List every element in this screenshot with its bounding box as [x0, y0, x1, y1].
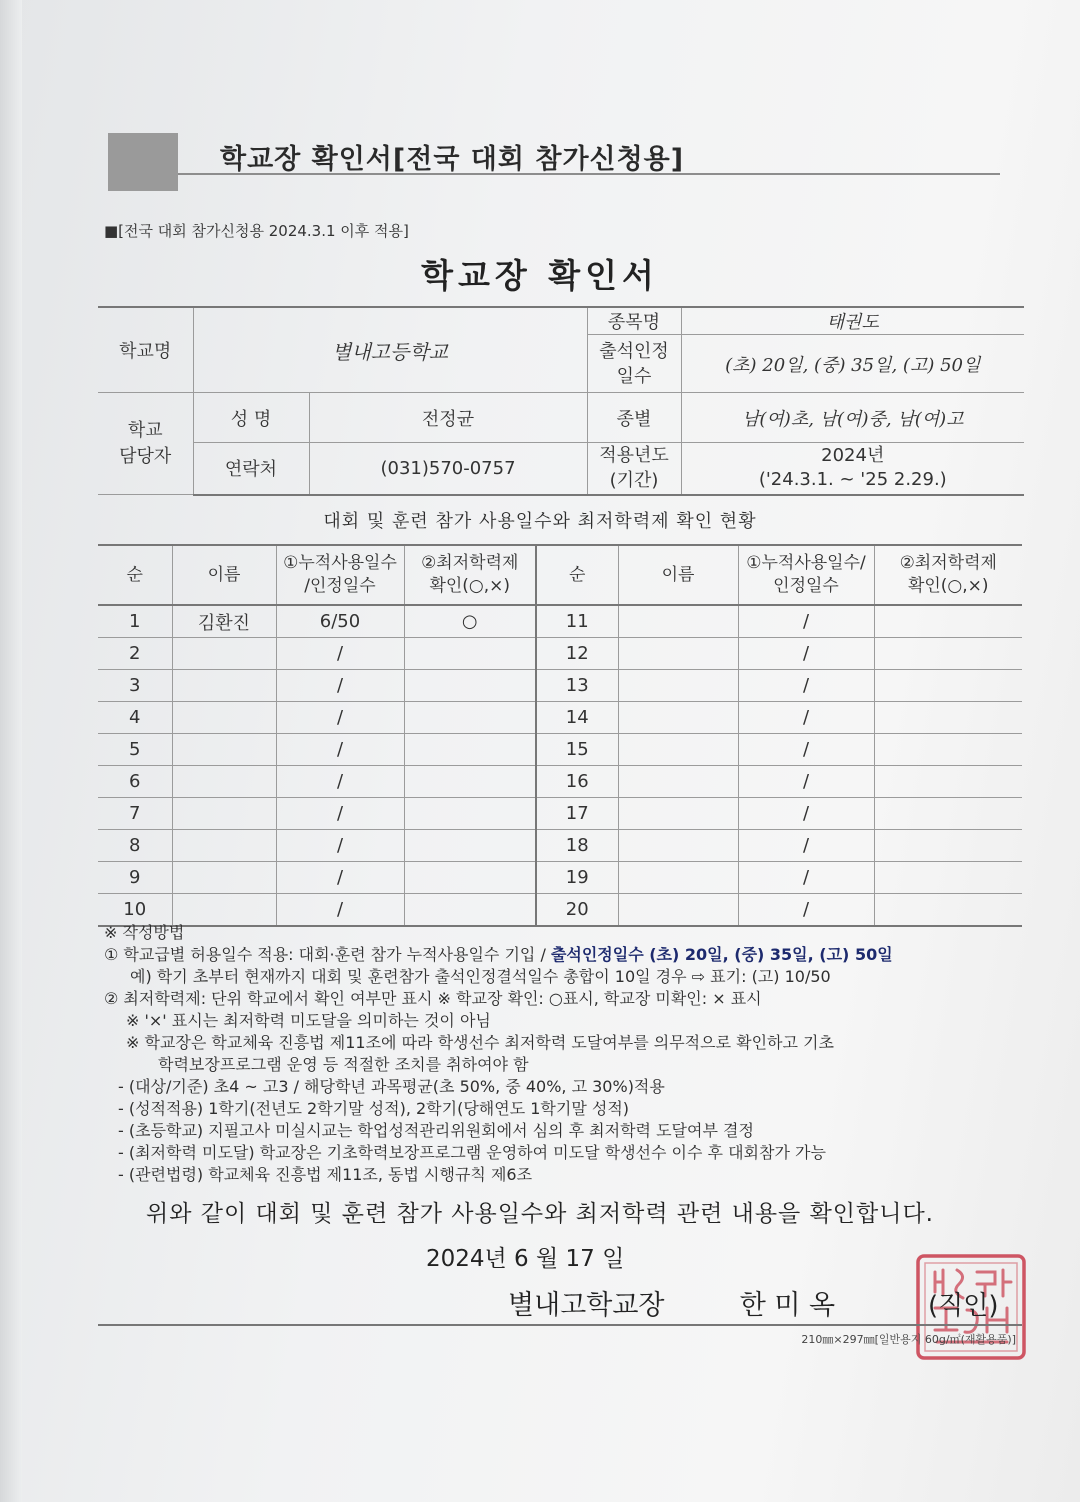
row-min-academic	[404, 734, 536, 766]
instruction-1-text: ① 학교급별 허용일수 적용: 대회·훈련 참가 누적사용일수 기입 /	[104, 945, 551, 964]
row-usage-days: 6/50	[276, 605, 404, 638]
contact-label: 연락처	[193, 443, 309, 495]
footer-rule	[98, 1324, 1022, 1326]
instruction-1-example: 예) 학기 초부터 현재까지 대회 및 훈련참가 출석인정결석일수 총합이 10일 경우 ⇨ 표기: (고) 10/50	[130, 967, 831, 986]
row-name	[172, 830, 276, 862]
row-name-2	[618, 670, 738, 702]
row-order-2: 18	[536, 830, 618, 862]
row-min-academic-2	[874, 798, 1022, 830]
school-name-value: 별내고등학교	[193, 307, 587, 393]
row-usage-days-2: /	[738, 670, 874, 702]
row-min-academic-2	[874, 670, 1022, 702]
col-header-order: 순	[98, 545, 172, 605]
row-name	[172, 638, 276, 670]
school-info-table	[98, 306, 1024, 496]
apply-year-value: 2024년	[821, 445, 885, 467]
row-min-academic	[404, 862, 536, 894]
banner-title: 학교장 확인서[전국 대회 참가신청용]	[220, 144, 685, 175]
row-usage-days-2: /	[738, 702, 874, 734]
row-name-2	[618, 638, 738, 670]
row-min-academic-2	[874, 766, 1022, 798]
instruction-2-note-b: ※ 학교장은 학교체육 진흥법 제11조에 따라 학생선수 최저학력 도달여부를 의무적으로 확인하고 기초	[126, 1033, 834, 1052]
category-value: 남(여)초, 남(여)중, 남(여)고	[681, 393, 1024, 443]
row-min-academic-2	[874, 830, 1022, 862]
banner-grey-block	[108, 133, 178, 191]
sport-label: 종목명	[587, 307, 681, 335]
instruction-2-note-b-cont: 학력보장프로그램 운영 등 적절한 조치를 취하여야 함	[158, 1055, 529, 1074]
row-order: 3	[98, 670, 172, 702]
row-usage-days: /	[276, 862, 404, 894]
signature-line	[508, 1283, 835, 1322]
row-order: 4	[98, 702, 172, 734]
school-name-label: 학교명	[98, 307, 193, 393]
apply-year-cell	[681, 443, 1024, 495]
row-name-2	[618, 702, 738, 734]
table-row	[98, 862, 1022, 894]
principal-school: 별내고학교장	[508, 1290, 665, 1321]
instruction-2: ② 최저학력제: 단위 학교에서 확인 여부만 표시 ※ 학교장 확인: ○표시, 학교장 미확인: × 표시	[104, 989, 762, 1008]
col-header-name: 이름	[172, 545, 276, 605]
manager-name-value: 전정균	[309, 393, 587, 443]
writing-instructions	[104, 922, 893, 1186]
row-min-academic-2	[874, 702, 1022, 734]
document-title: 학교장 확인서	[421, 256, 659, 295]
confirmation-statement: 위와 같이 대회 및 훈련 참가 사용일수와 최저학력 관련 내용을 확인합니다.	[146, 1201, 934, 1227]
row-order-2: 20	[536, 894, 618, 927]
manager-name-label: 성 명	[193, 393, 309, 443]
row-usage-days-2: /	[738, 798, 874, 830]
row-name-2	[618, 862, 738, 894]
row-name	[172, 798, 276, 830]
instruction-1	[104, 944, 893, 966]
col-header-min-academic: ②최저학력제 확인(○,×)	[404, 545, 536, 605]
row-min-academic	[404, 638, 536, 670]
col-header-usage-days-2: ①누적사용일수/ 인정일수	[738, 545, 874, 605]
col-header-usage-days: ①누적사용일수 /인정일수	[276, 545, 404, 605]
row-min-academic-2	[874, 734, 1022, 766]
row-usage-days-2: /	[738, 766, 874, 798]
row-order: 1	[98, 605, 172, 638]
usage-table	[98, 544, 1022, 927]
row-order-2: 15	[536, 734, 618, 766]
row-usage-days: /	[276, 670, 404, 702]
applicability-notice: ■[전국 대회 참가신청용 2024.3.1 이후 적용]	[104, 222, 409, 240]
row-name-2	[618, 766, 738, 798]
row-usage-days: /	[276, 638, 404, 670]
row-order: 7	[98, 798, 172, 830]
row-usage-days: /	[276, 734, 404, 766]
instruction-2-note-a: ※ '×' 표시는 최저학력 미도달을 의미하는 것이 아님	[126, 1011, 491, 1030]
table-row	[98, 830, 1022, 862]
row-usage-days-2: /	[738, 734, 874, 766]
table-row	[98, 605, 1022, 638]
row-name-2	[618, 605, 738, 638]
row-name-2	[618, 830, 738, 862]
instruction-1-accent: 출석인정일수 (초) 20일, (중) 35일, (고) 50일	[550, 945, 893, 964]
row-order: 5	[98, 734, 172, 766]
row-order-2: 17	[536, 798, 618, 830]
row-min-academic	[404, 798, 536, 830]
principal-name: 한 미 옥	[739, 1290, 836, 1321]
row-order-2: 13	[536, 670, 618, 702]
seal-label: (직인)	[928, 1291, 999, 1321]
row-min-academic	[404, 766, 536, 798]
row-usage-days: /	[276, 798, 404, 830]
row-order: 10	[98, 894, 172, 927]
row-order: 6	[98, 766, 172, 798]
row-name	[172, 702, 276, 734]
row-order: 8	[98, 830, 172, 862]
attendance-days-label: 출석인정 일수	[587, 335, 681, 393]
row-order-2: 16	[536, 766, 618, 798]
row-usage-days-2: /	[738, 862, 874, 894]
row-min-academic	[404, 670, 536, 702]
row-min-academic-2	[874, 638, 1022, 670]
usage-section-title: 대회 및 훈련 참가 사용일수와 최저학력제 확인 현황	[323, 511, 757, 532]
col-header-order-2: 순	[536, 545, 618, 605]
row-name-2	[618, 798, 738, 830]
row-min-academic-2	[874, 862, 1022, 894]
detail-grade-apply: - (성적적용) 1학기(전년도 2학기말 성적), 2학기(당해연도 1학기말 성적)	[118, 1099, 630, 1118]
row-name	[172, 766, 276, 798]
row-min-academic	[404, 830, 536, 862]
row-name	[172, 670, 276, 702]
category-label: 종별	[587, 393, 681, 443]
row-order-2: 14	[536, 702, 618, 734]
instructions-heading: ※ 작성방법	[104, 923, 185, 942]
row-order: 9	[98, 862, 172, 894]
detail-not-reached: - (최저학력 미도달) 학교장은 기초학력보장프로그램 운영하여 미도달 학생선수 이수 후 대회참가 가능	[118, 1143, 826, 1162]
col-header-min-academic-2: ②최저학력제 확인(○,×)	[874, 545, 1022, 605]
row-name: 김환진	[172, 605, 276, 638]
row-min-academic-2	[874, 605, 1022, 638]
table-row	[98, 670, 1022, 702]
table-row	[98, 734, 1022, 766]
row-usage-days: /	[276, 830, 404, 862]
apply-year-label: 적용년도 (기간)	[587, 443, 681, 495]
issue-date: 2024년 6 월 17 일	[426, 1246, 625, 1272]
table-row	[98, 702, 1022, 734]
col-header-name-2: 이름	[618, 545, 738, 605]
paper-spec: 210㎜×297㎜[일반용지 60g/㎡(재활용품)]	[801, 1333, 1016, 1346]
row-usage-days-2: /	[738, 605, 874, 638]
row-usage-days-2: /	[738, 894, 874, 927]
row-name-2	[618, 734, 738, 766]
table-row	[98, 638, 1022, 670]
row-order-2: 11	[536, 605, 618, 638]
row-min-academic-2	[874, 894, 1022, 927]
row-order: 2	[98, 638, 172, 670]
manager-label: 학교 담당자	[98, 393, 193, 495]
usage-table-header	[98, 545, 1022, 605]
row-usage-days: /	[276, 702, 404, 734]
contact-value: (031)570-0757	[309, 443, 587, 495]
paper-edge-shadow	[0, 0, 22, 1502]
detail-target: - (대상/기준) 초4 ~ 고3 / 해당학년 과목평균(초 50%, 중 40%, 고 30%)적용	[118, 1077, 665, 1096]
detail-elementary: - (초등학교) 지필고사 미실시교는 학업성적관리위원회에서 심의 후 최저학력 도달여부 결정	[118, 1121, 754, 1140]
row-usage-days: /	[276, 894, 404, 927]
row-usage-days-2: /	[738, 830, 874, 862]
row-usage-days: /	[276, 766, 404, 798]
table-row	[98, 766, 1022, 798]
table-row	[98, 798, 1022, 830]
header-banner	[108, 133, 1000, 191]
row-name	[172, 862, 276, 894]
attendance-days-value: (초) 20일, (중) 35일, (고) 50일	[681, 335, 1024, 393]
apply-year-period: ('24.3.1. ~ '25 2.29.)	[758, 469, 947, 491]
detail-law: - (관련법령) 학교체육 진흥법 제11조, 동법 시행규칙 제6조	[118, 1165, 533, 1184]
row-min-academic: ○	[404, 605, 536, 638]
sport-value: 태권도	[681, 307, 1024, 335]
row-name	[172, 734, 276, 766]
row-order-2: 12	[536, 638, 618, 670]
row-order-2: 19	[536, 862, 618, 894]
row-min-academic	[404, 702, 536, 734]
row-usage-days-2: /	[738, 638, 874, 670]
